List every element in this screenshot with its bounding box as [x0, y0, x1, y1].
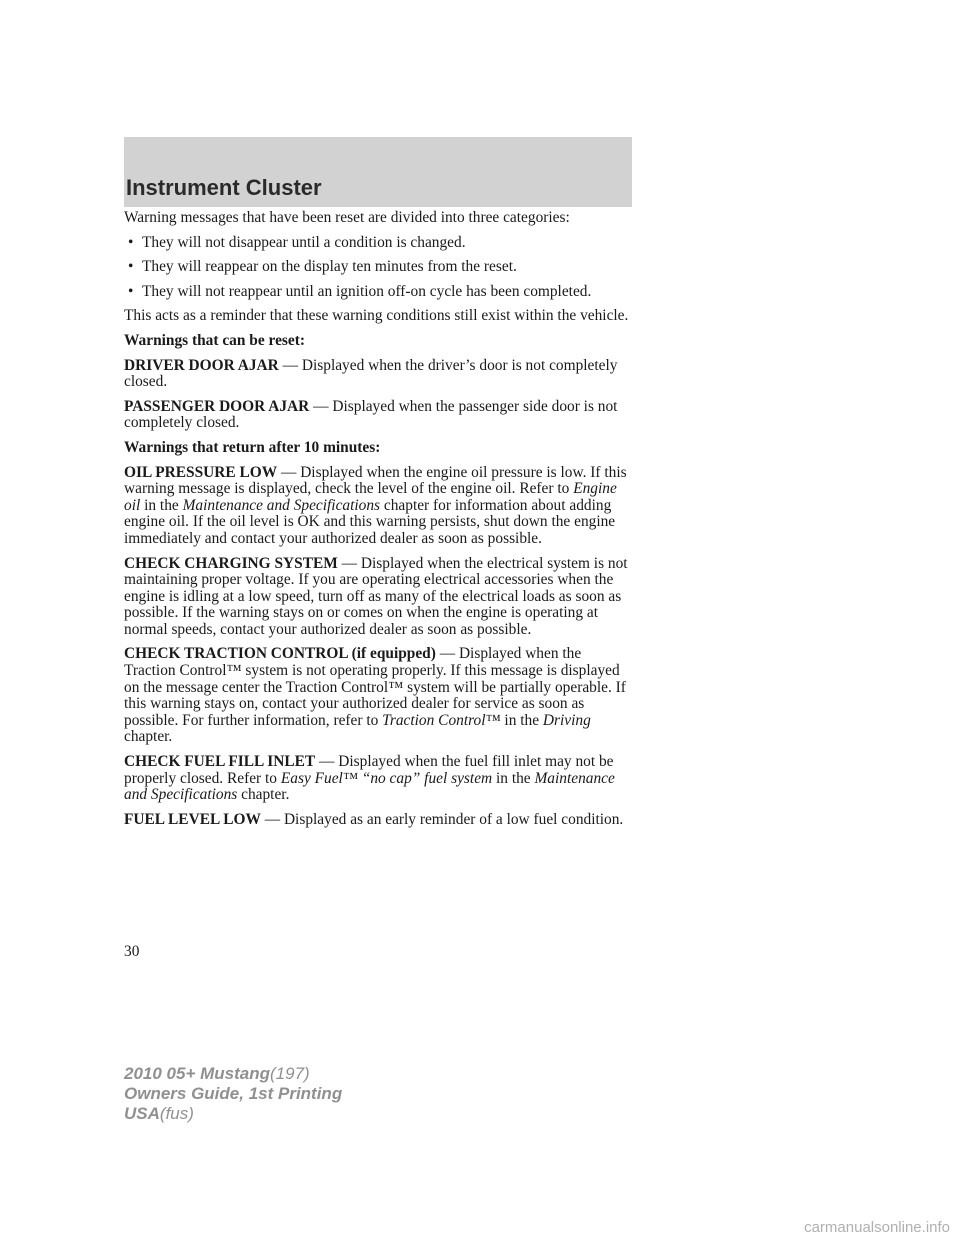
cross-reference: Maintenance and Specifications	[182, 496, 381, 514]
traction-control-paragraph: CHECK TRACTION CONTROL (if equipped) — Displayed when the Traction Control™ system is not operating properly. If this message is displayed on the message center the Traction Control™ system will be partially operable. If this warning stays on, contact your authorized dealer for service as soon as possible. For further information, refer to Traction Control™ in the Driving chapter.	[124, 645, 626, 746]
warning-term: CHECK CHARGING SYSTEM	[124, 554, 338, 572]
warning-term: OIL PRESSURE LOW	[124, 463, 278, 481]
driver-door-paragraph: DRIVER DOOR AJAR — Displayed when the driver’s door is not completely closed.	[124, 356, 618, 391]
warning-term: CHECK TRACTION CONTROL (if equipped)	[124, 645, 436, 663]
list-item: • They will not disappear until a condition is changed.	[124, 235, 636, 252]
list-item: • They will not reappear until an ignition off-on cycle has been completed.	[124, 284, 636, 301]
footer-line: USA(fus)	[124, 1104, 194, 1123]
warning-term: PASSENGER DOOR AJAR	[124, 397, 310, 415]
section-header	[124, 137, 632, 207]
site-watermark: carmanualsonline.info	[804, 1219, 950, 1236]
cross-reference: Engine oil	[124, 480, 617, 514]
print-footer	[124, 1064, 342, 1124]
warning-term: FUEL LEVEL LOW	[124, 810, 261, 828]
charging-system-paragraph: CHECK CHARGING SYSTEM — Displayed when the electrical system is not maintaining proper voltage. If you are operating electrical accessories when the engine is idling at a low speed, turn off as many of the electrical loads as soon as possible. If the warning stays on or comes on when the engine is operating at normal speeds, contact your authorized dealer as soon as possible.	[124, 554, 628, 638]
page-body	[124, 210, 636, 836]
cross-reference: Maintenance and Specifications	[124, 769, 615, 804]
warning-term: CHECK FUEL FILL INLET	[124, 753, 316, 771]
fuel-low-paragraph: FUEL LEVEL LOW — Displayed as an early reminder of a low fuel condition.	[124, 810, 624, 828]
footer-line: Owners Guide, 1st Printing	[124, 1084, 343, 1103]
fuel-inlet-paragraph: CHECK FUEL FILL INLET — Displayed when the fuel fill inlet may not be properly closed. Refer to Easy Fuel™ “no cap” fuel system in the Maintenance and Specifications chapter.	[124, 753, 615, 804]
return-heading: Warnings that return after 10 minutes:	[124, 438, 381, 456]
category-list	[124, 235, 636, 301]
reminder-paragraph: This acts as a reminder that these warning conditions still exist within the vehicle.	[124, 307, 629, 325]
oil-pressure-paragraph: OIL PRESSURE LOW — Displayed when the engine oil pressure is low. If this warning message is displayed, check the level of the engine oil. Refer to Engine oil in the Maintenance and Specifications chapter for information about adding engine oil. If the oil level is OK and this warning persists, shut down the engine immediately and contact your authorized dealer as soon as possible.	[124, 463, 627, 547]
section-title: Instrument Cluster	[126, 175, 322, 200]
warning-term: DRIVER DOOR AJAR	[124, 356, 279, 374]
page-number: 30	[124, 943, 140, 960]
cross-reference: Driving	[542, 711, 591, 729]
passenger-door-paragraph: PASSENGER DOOR AJAR — Displayed when the passenger side door is not completely closed.	[124, 397, 618, 432]
footer-line: 2010 05+ Mustang(197)	[124, 1064, 310, 1083]
list-item: • They will reappear on the display ten minutes from the reset.	[124, 259, 636, 276]
cross-reference: Easy Fuel™ “no cap” fuel system	[280, 769, 493, 787]
reset-heading: Warnings that can be reset:	[124, 331, 305, 349]
cross-reference: Traction Control™	[382, 711, 501, 729]
intro-paragraph: Warning messages that have been reset are divided into three categories:	[124, 209, 570, 226]
